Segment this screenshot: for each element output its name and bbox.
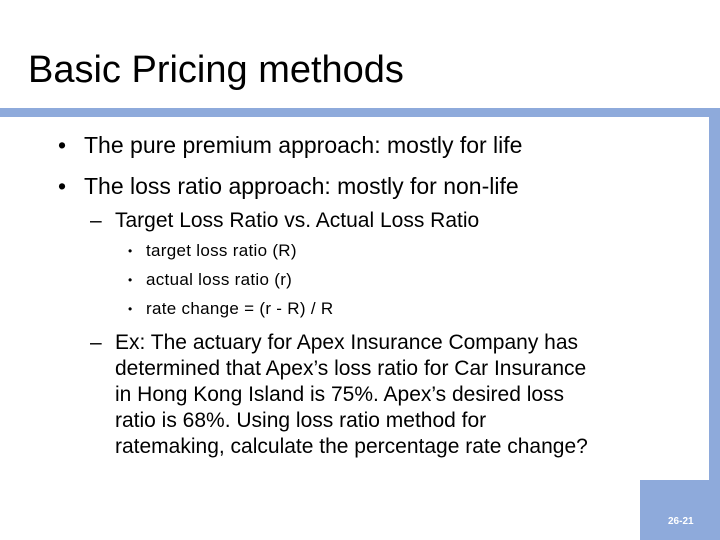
example-text-line: ratio is 68%. Using loss ratio method for xyxy=(115,409,487,432)
bullet-text: The pure premium approach: mostly for life xyxy=(84,132,523,158)
right-accent-bar xyxy=(709,117,720,480)
sub-bullet-text: Target Loss Ratio vs. Actual Loss Ratio xyxy=(115,209,480,232)
example-text-line: in Hong Kong Island is 75%. Apex’s desired loss xyxy=(115,383,565,406)
dash-marker: – xyxy=(90,209,102,232)
slide-number: 26-21 xyxy=(668,516,694,527)
sub-sub-bullet-text: rate change = (r - R) / R xyxy=(146,299,334,318)
bullet-dot: • xyxy=(58,173,67,199)
sub-sub-bullet-text: actual loss ratio (r) xyxy=(146,270,293,289)
dash-marker: – xyxy=(90,331,102,354)
example-text-line: Ex: The actuary for Apex Insurance Company has xyxy=(115,331,579,354)
slide-title: Basic Pricing methods xyxy=(28,49,404,91)
bullet-dot: • xyxy=(128,273,133,287)
bullet-dot: • xyxy=(58,132,67,158)
bullet-dot: • xyxy=(128,244,133,258)
sub-sub-bullet-text: target loss ratio (R) xyxy=(146,241,297,260)
slide-number-box xyxy=(640,480,720,540)
title-divider-bar xyxy=(0,108,720,117)
bullet-text: The loss ratio approach: mostly for non-life xyxy=(84,173,519,199)
example-text-line: ratemaking, calculate the percentage rate change? xyxy=(115,435,588,458)
bullet-dot: • xyxy=(128,302,133,316)
example-text-line: determined that Apex’s loss ratio for Car Insurance xyxy=(115,357,587,380)
